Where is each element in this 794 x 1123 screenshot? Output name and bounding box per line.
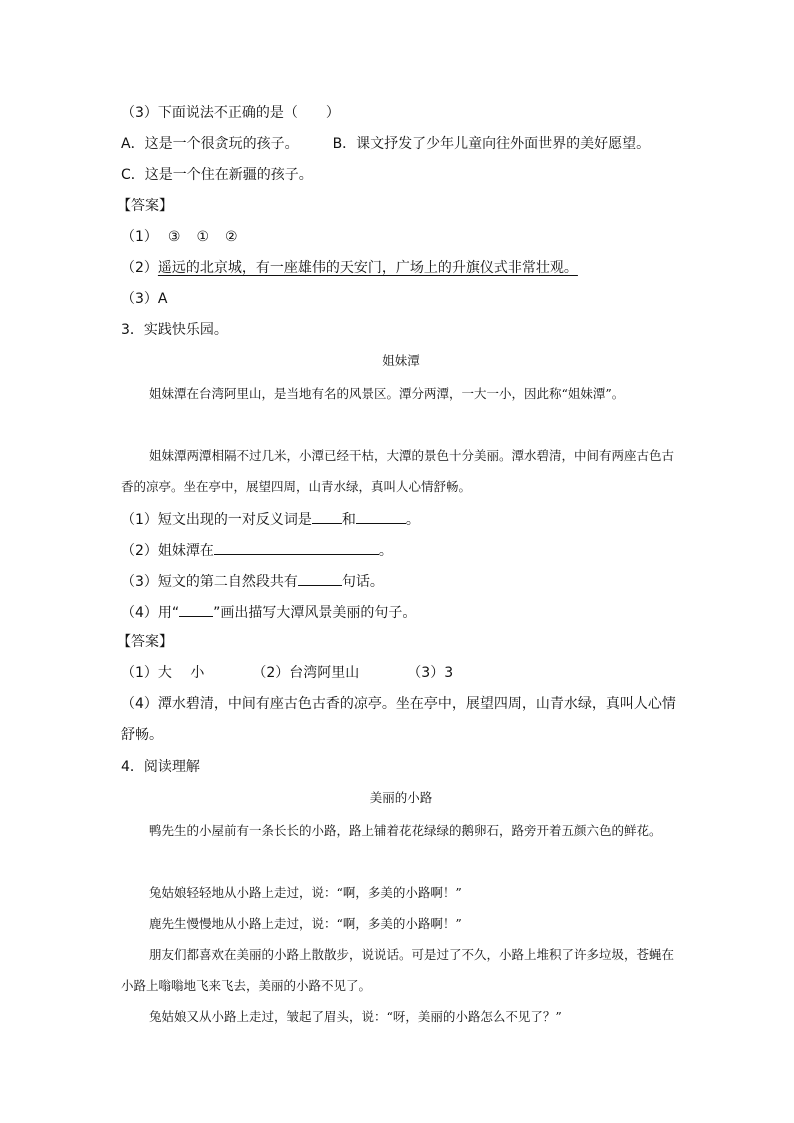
answer-circled-1: ① (196, 229, 210, 245)
q3-sub1: （1）短文出现的一对反义词是 和 。 (121, 509, 420, 529)
q4-heading: 4．阅读理解 (121, 759, 200, 775)
q3-sub4: （4）用“ ”画出描写大潭风景美丽的句子。 (121, 602, 416, 622)
answer-blank[interactable] (356, 509, 406, 524)
q3-sub2: （2）姐妹潭在 。 (121, 540, 393, 560)
q3-answer-label: 【答案】 (117, 634, 173, 650)
q4-passage-paragraph-2: 兔姑娘轻轻地从小路上走过，说：“啊，多美的小路啊！” (149, 885, 462, 900)
q4-passage-title: 美丽的小路 (369, 790, 433, 805)
q2-options-ab (121, 135, 650, 153)
q2-answer-label: 【答案】 (117, 198, 173, 214)
q3-heading: 3．实践快乐园。 (121, 322, 228, 338)
answer-circled-2: ② (225, 229, 238, 245)
q3-passage-paragraph-1: 姐妹潭在台湾阿里山，是当地有名的风景区。潭分两潭，一大一小，因此称“姐妹潭”。 (149, 386, 625, 401)
q4-passage-paragraph-1: 鸭先生的小屋前有一条长长的小路，路上铺着花花绿绿的鹅卵石，路旁开着五颜六色的鲜花。 (149, 823, 662, 838)
q3-passage-paragraph-2: 姐妹潭两潭相隔不过几米，小潭已经干枯，大潭的景色十分美丽。潭水碧清，中间有两座古色古香的凉亭。坐在亭中，展望四周，山青水绿，真叫人心情舒畅。 (121, 448, 675, 494)
q2-option-c: C．这是一个住在新疆的孩子。 (121, 167, 313, 183)
q4-passage-paragraph-5: 兔姑娘又从小路上走过，皱起了眉头，说：“呀，美丽的小路怎么不见了？” (149, 1009, 562, 1024)
q3-answers-1-3 (121, 664, 453, 682)
q3-answer-4: （4）潭水碧清，中间有座古色古香的凉亭。坐在亭中，展望四周，山青水绿，真叫人心情舒畅。 (121, 696, 676, 743)
q2-answer-2: （2）遥远的北京城，有一座雄伟的天安门，广场上的升旗仪式非常壮观。 (121, 260, 578, 276)
q3-sub3: （3）短文的第二自然段共有 句话。 (121, 571, 384, 591)
q4-passage-paragraph-4: 朋友们都喜欢在美丽的小路上散散步，说说话。可是过了不久，小路上堆积了许多垃圾，苍蝇在小路上嗡嗡地飞来飞去，美丽的小路不见了。 (121, 947, 675, 993)
q2-option-b: B．课文抒发了少年儿童向往外面世界的美好愿望。 (332, 136, 651, 152)
q2-answer-3: （3）A (121, 291, 168, 307)
q3-answer-2: （2）台湾阿里山 (252, 665, 360, 681)
answer-blank[interactable] (298, 571, 342, 586)
q2-answer-1: （1） ③ ① ② (121, 229, 238, 245)
answer-blank[interactable] (214, 540, 379, 555)
q3-answer-1: （1）大 小 (121, 665, 205, 681)
answer-circled-3: ③ (167, 229, 181, 245)
q2-sub3-question: （3）下面说法不正确的是（ ） (121, 105, 340, 121)
answer-blank[interactable] (179, 602, 213, 617)
underlined-answer-sentence: 遥远的北京城，有一座雄伟的天安门，广场上的升旗仪式非常壮观。 (157, 260, 578, 276)
q2-option-a: A．这是一个很贪玩的孩子。 (121, 136, 299, 152)
q4-passage-paragraph-3: 鹿先生慢慢地从小路上走过，说：“啊，多美的小路啊！” (149, 916, 462, 931)
answer-blank[interactable] (312, 509, 342, 524)
q3-answer-3: （3）3 (407, 665, 454, 681)
q3-passage-title: 姐妹潭 (382, 353, 420, 368)
